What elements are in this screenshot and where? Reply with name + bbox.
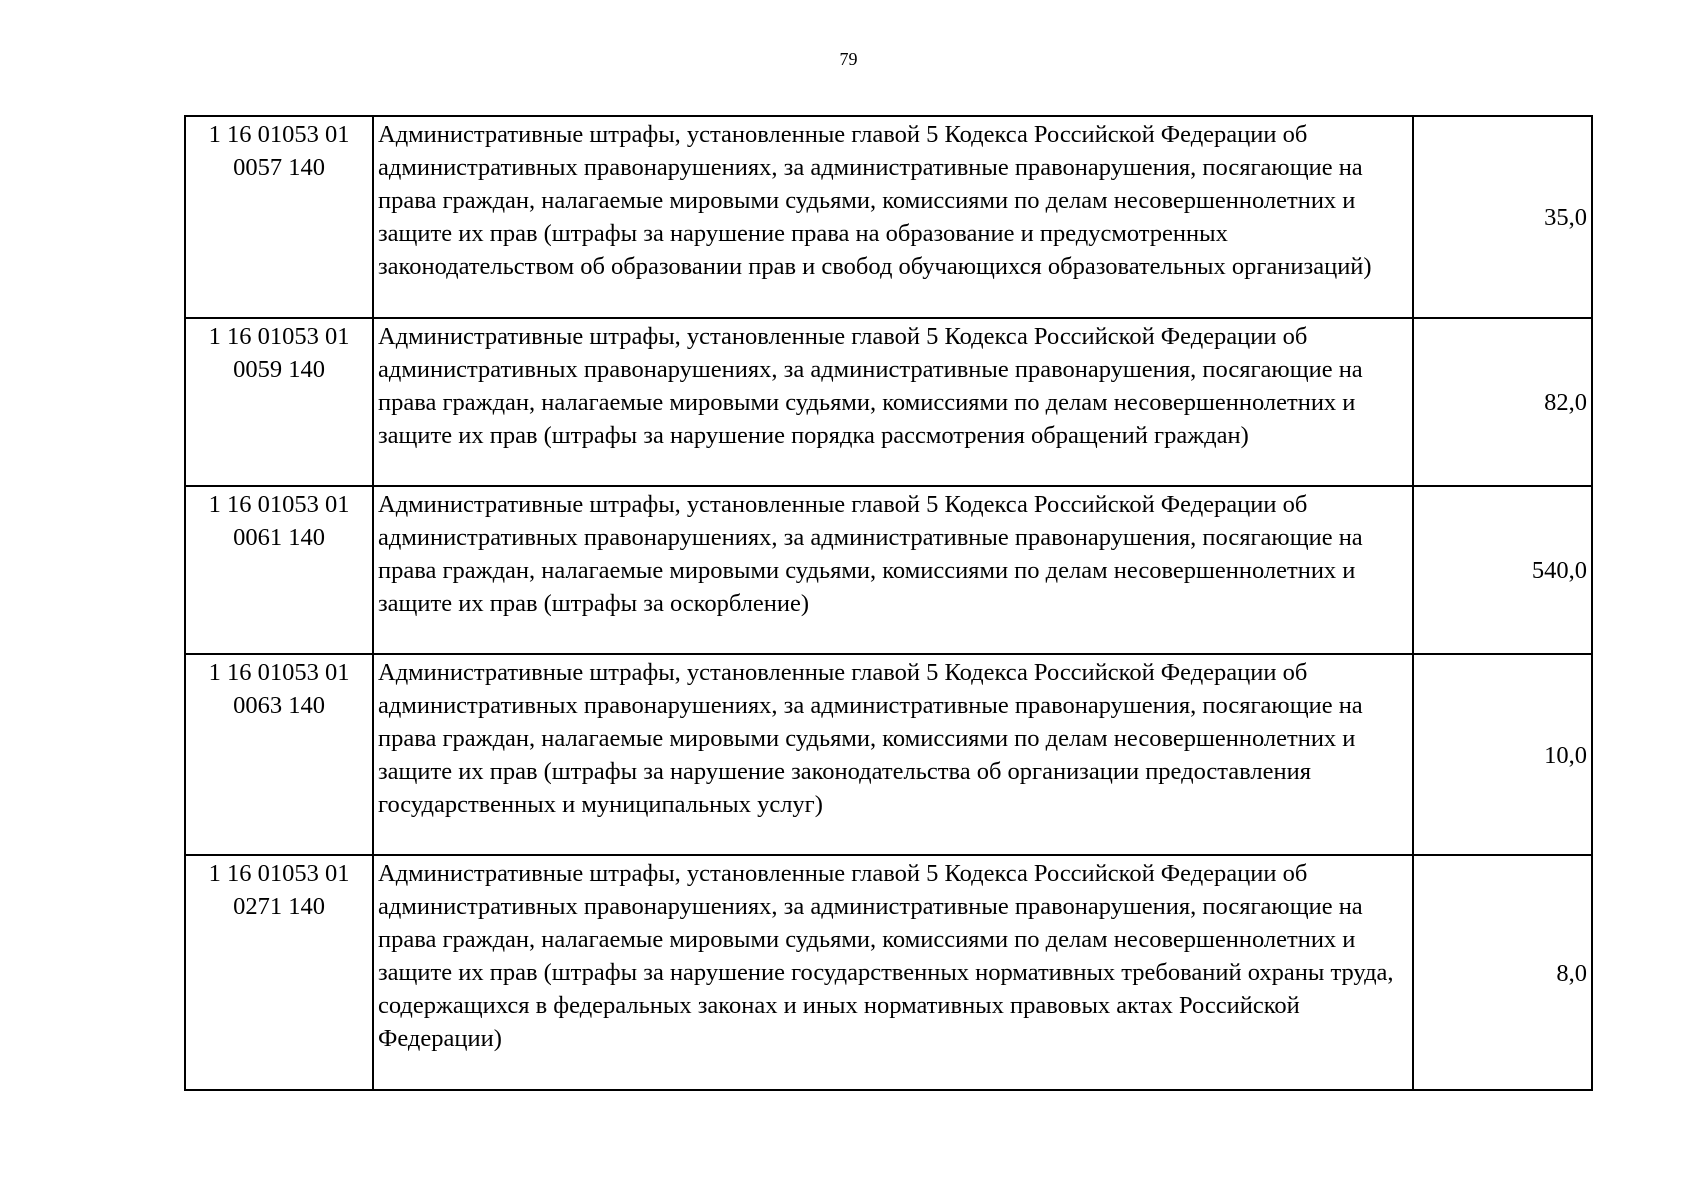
budget-code-cell <box>185 654 373 855</box>
budget-code-line-1: 1 16 01053 01 <box>208 323 350 350</box>
revenue-description-cell: Административные штрафы, установленные главой 5 Кодекса Российской Федерации об административных правонарушениях, за административные правонарушения, посягающие на права граждан, налагаемые мировыми судьями, комиссиями по делам несовершеннолетних и защите их прав (штрафы за нарушение порядка рассмотрения обращений граждан) <box>373 318 1413 486</box>
amount-cell: 540,0 <box>1413 486 1592 654</box>
budget-code-line-2: 0271 140 <box>233 893 325 920</box>
budget-code-line-1: 1 16 01053 01 <box>208 121 350 148</box>
budget-code-cell <box>185 116 373 318</box>
amount-cell: 82,0 <box>1413 318 1592 486</box>
revenue-description-cell: Административные штрафы, установленные главой 5 Кодекса Российской Федерации об административных правонарушениях, за административные правонарушения, посягающие на права граждан, налагаемые мировыми судьями, комиссиями по делам несовершеннолетних и защите их прав (штрафы за нарушение государственных нормативных требований охраны труда, содержащихся в федеральных законах и иных нормативных правовых актах Российской Федерации) <box>373 855 1413 1090</box>
amount-cell: 8,0 <box>1413 855 1592 1090</box>
budget-code-cell <box>185 318 373 486</box>
table-row <box>185 116 1592 318</box>
budget-code-line-1: 1 16 01053 01 <box>208 860 350 887</box>
budget-code-line-2: 0061 140 <box>233 524 325 551</box>
budget-code-cell <box>185 486 373 654</box>
table-row <box>185 486 1592 654</box>
budget-code-line-2: 0059 140 <box>233 356 325 383</box>
revenue-description-cell: Административные штрафы, установленные главой 5 Кодекса Российской Федерации об административных правонарушениях, за административные правонарушения, посягающие на права граждан, налагаемые мировыми судьями, комиссиями по делам несовершеннолетних и защите их прав (штрафы за оскорбление) <box>373 486 1413 654</box>
table-row <box>185 855 1592 1090</box>
budget-code-line-2: 0057 140 <box>233 154 325 181</box>
budget-code-line-2: 0063 140 <box>233 692 325 719</box>
amount-cell: 10,0 <box>1413 654 1592 855</box>
amount-cell: 35,0 <box>1413 116 1592 318</box>
page-number: 79 <box>839 49 858 69</box>
revenue-description-cell: Административные штрафы, установленные главой 5 Кодекса Российской Федерации об административных правонарушениях, за административные правонарушения, посягающие на права граждан, налагаемые мировыми судьями, комиссиями по делам несовершеннолетних и защите их прав (штрафы за нарушение права на образование и предусмотренных законодательством об образовании прав и свобод обучающихся образовательных организаций) <box>373 116 1413 318</box>
table-row <box>185 318 1592 486</box>
budget-code-line-1: 1 16 01053 01 <box>208 491 350 518</box>
budget-code-line-1: 1 16 01053 01 <box>208 659 350 686</box>
budget-revenue-table <box>184 115 1593 1091</box>
budget-code-cell <box>185 855 373 1090</box>
revenue-description-cell: Административные штрафы, установленные главой 5 Кодекса Российской Федерации об административных правонарушениях, за административные правонарушения, посягающие на права граждан, налагаемые мировыми судьями, комиссиями по делам несовершеннолетних и защите их прав (штрафы за нарушение законодательства об организации предоставления государственных и муниципальных услуг) <box>373 654 1413 855</box>
table-row <box>185 654 1592 855</box>
